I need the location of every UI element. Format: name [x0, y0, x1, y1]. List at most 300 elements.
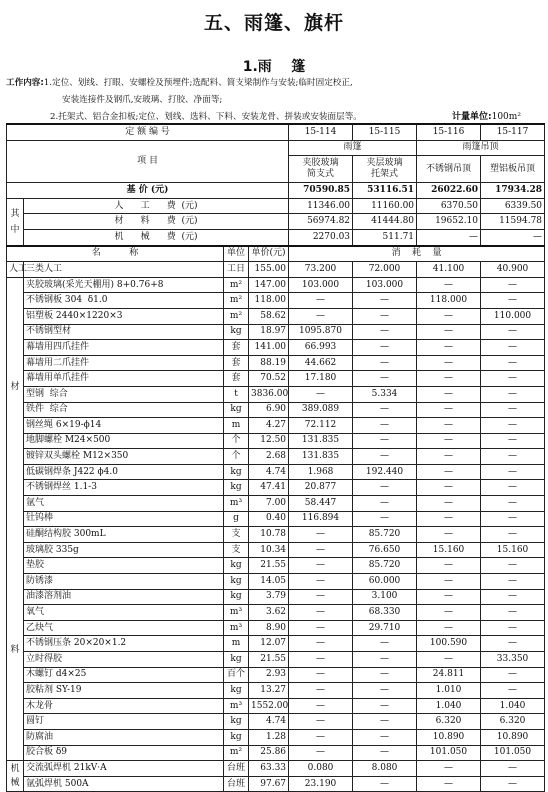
cost-value: 11346.00 — [289, 198, 353, 214]
material-value: 103.000 — [289, 277, 353, 293]
material-value: — — [289, 542, 353, 558]
material-row — [7, 745, 545, 761]
material-value: — — [481, 667, 545, 683]
material-value: — — [417, 480, 481, 496]
material-row — [7, 308, 545, 324]
machine-row — [7, 761, 545, 777]
material-price: 12.07 — [249, 636, 289, 652]
cost-value: 11594.78 — [481, 214, 545, 230]
material-value: — — [353, 745, 417, 761]
material-value: — — [353, 418, 417, 434]
material-value: — — [417, 620, 481, 636]
column-header-row — [7, 246, 545, 262]
section-title: 1.雨 篷 — [242, 59, 306, 75]
material-name: 胶粘剂 SY-19 — [24, 683, 224, 699]
labor-price: 155.00 — [249, 262, 289, 278]
material-unit: kg — [224, 480, 249, 496]
material-name: 胶合板 δ9 — [24, 745, 224, 761]
base-price-value: 70590.85 — [289, 183, 353, 199]
material-value: — — [417, 340, 481, 356]
material-price: 13.27 — [249, 683, 289, 699]
material-value: — — [417, 308, 481, 324]
cost-value: 511.71 — [353, 229, 417, 245]
material-value: 44.662 — [289, 355, 353, 371]
col-consume-header: 消 耗 量 — [289, 246, 545, 262]
material-value: — — [481, 449, 545, 465]
material-value: — — [353, 729, 417, 745]
material-value: — — [417, 433, 481, 449]
material-name: 不锈钢焊丝 1.1-3 — [24, 480, 224, 496]
material-value: 1.968 — [289, 464, 353, 480]
material-name: 不锈钢压条 20×20×1.2 — [24, 636, 224, 652]
material-price: 1552.00 — [249, 698, 289, 714]
material-unit: kg — [224, 464, 249, 480]
material-name: 型钢 综合 — [24, 386, 224, 402]
cost-value: — — [481, 229, 545, 245]
material-price: 21.55 — [249, 558, 289, 574]
material-price: 4.27 — [249, 418, 289, 434]
item-label: 项 目 — [7, 140, 289, 183]
material-unit: m² — [224, 293, 249, 309]
work-content-line-2: 安装连接件及钢爪,安玻璃、打胶、净面等; — [62, 95, 223, 105]
material-row — [7, 496, 545, 512]
material-unit: 支 — [224, 527, 249, 543]
material-row — [7, 683, 545, 699]
material-value: — — [289, 745, 353, 761]
material-unit: m — [224, 636, 249, 652]
material-value: — — [353, 667, 417, 683]
material-value: 24.811 — [417, 667, 481, 683]
material-price: 2.93 — [249, 667, 289, 683]
machine-value: — — [481, 761, 545, 777]
material-value: 15.160 — [481, 542, 545, 558]
material-value: 85.720 — [353, 527, 417, 543]
material-name: 钍钨棒 — [24, 511, 224, 527]
material-name: 钢丝绳 6×19-ϕ14 — [24, 418, 224, 434]
material-value: — — [481, 589, 545, 605]
material-unit: kg — [224, 574, 249, 590]
material-value: 100.590 — [417, 636, 481, 652]
material-row — [7, 574, 545, 590]
material-value: — — [353, 340, 417, 356]
material-value: 66.993 — [289, 340, 353, 356]
material-unit: m² — [224, 277, 249, 293]
material-value: — — [481, 480, 545, 496]
material-value: — — [481, 574, 545, 590]
material-value: — — [481, 620, 545, 636]
material-unit: 百个 — [224, 667, 249, 683]
material-price: 3.79 — [249, 589, 289, 605]
base-price-label: 基 价 (元) — [7, 183, 289, 199]
material-unit: g — [224, 511, 249, 527]
work-content-line-3: 2.托架式、铝合金扣板;定位、划线、选料、下料、安装龙骨、拼装或安装面层等。 — [50, 112, 362, 122]
group-canopy-ceiling: 雨篷吊顶 — [417, 140, 545, 156]
material-price: 6.90 — [249, 402, 289, 418]
material-name: 幕墙用四爪挂件 — [24, 340, 224, 356]
material-row — [7, 277, 545, 293]
material-value: 6.320 — [481, 714, 545, 730]
material-price: 1.28 — [249, 729, 289, 745]
material-unit: 套 — [224, 371, 249, 387]
material-unit: kg — [224, 589, 249, 605]
material-value: — — [417, 652, 481, 668]
material-unit: m³ — [224, 605, 249, 621]
material-row — [7, 589, 545, 605]
material-value: 85.720 — [353, 558, 417, 574]
material-value: — — [417, 589, 481, 605]
material-price: 21.55 — [249, 652, 289, 668]
material-value: — — [481, 355, 545, 371]
quota-label: 定 额 编 号 — [7, 124, 289, 140]
cost-name: 人 工 费 (元) — [24, 198, 289, 214]
material-value: 29.710 — [353, 620, 417, 636]
material-value: — — [481, 293, 545, 309]
material-value: — — [353, 652, 417, 668]
material-value: — — [353, 324, 417, 340]
material-price: 2.68 — [249, 449, 289, 465]
material-value: 101.050 — [481, 745, 545, 761]
material-name: 不锈钢型材 — [24, 324, 224, 340]
material-price: 3.62 — [249, 605, 289, 621]
material-value: 20.877 — [289, 480, 353, 496]
material-value: — — [289, 386, 353, 402]
base-price-row — [7, 183, 545, 199]
material-value: 68.330 — [353, 605, 417, 621]
quota-code: 15-117 — [481, 124, 545, 140]
material-price: 3836.00 — [249, 386, 289, 402]
material-row — [7, 449, 545, 465]
material-row — [7, 542, 545, 558]
material-price: 0.40 — [249, 511, 289, 527]
material-value: — — [417, 496, 481, 512]
machine-value: — — [417, 761, 481, 777]
subhead: 夹胶玻璃 简支式 — [289, 156, 353, 183]
quota-code: 15-116 — [417, 124, 481, 140]
material-value: — — [481, 340, 545, 356]
machine-row — [7, 776, 545, 792]
material-price: 25.86 — [249, 745, 289, 761]
col-price-header: 单价(元) — [249, 246, 289, 262]
material-row — [7, 511, 545, 527]
material-value: 131.835 — [289, 433, 353, 449]
material-unit: kg — [224, 683, 249, 699]
machine-value: — — [481, 776, 545, 792]
labor-row — [7, 262, 545, 278]
cost-name: 材 料 费 (元) — [24, 214, 289, 230]
material-value: — — [417, 449, 481, 465]
material-row — [7, 558, 545, 574]
material-value: — — [353, 683, 417, 699]
base-price-value: 53116.51 — [353, 183, 417, 199]
material-unit: m³ — [224, 496, 249, 512]
material-row — [7, 340, 545, 356]
material-value: — — [289, 714, 353, 730]
labor-category: 人工 — [7, 262, 24, 278]
material-name: 不锈钢板 304 δ1.0 — [24, 293, 224, 309]
material-value: — — [353, 293, 417, 309]
cost-value: 56974.82 — [289, 214, 353, 230]
quota-code: 15-114 — [289, 124, 353, 140]
material-row — [7, 620, 545, 636]
material-unit: m² — [224, 308, 249, 324]
material-unit: m² — [224, 745, 249, 761]
material-value: — — [289, 589, 353, 605]
material-value: — — [417, 355, 481, 371]
material-value: — — [289, 636, 353, 652]
material-value: — — [481, 527, 545, 543]
material-value: 60.000 — [353, 574, 417, 590]
material-name: 铝塑板 2440×1220×3 — [24, 308, 224, 324]
material-row — [7, 324, 545, 340]
cost-value: 11160.00 — [353, 198, 417, 214]
material-unit: 支 — [224, 542, 249, 558]
material-name: 铁件 综合 — [24, 402, 224, 418]
material-value: — — [417, 402, 481, 418]
material-row — [7, 729, 545, 745]
material-price: 14.05 — [249, 574, 289, 590]
material-row — [7, 464, 545, 480]
material-value: 76.650 — [353, 542, 417, 558]
quota-code-row — [7, 124, 545, 140]
material-price: 10.34 — [249, 542, 289, 558]
material-value: 58.447 — [289, 496, 353, 512]
material-value: 131.835 — [289, 449, 353, 465]
material-value: — — [289, 667, 353, 683]
material-name: 木龙骨 — [24, 698, 224, 714]
material-value: — — [353, 355, 417, 371]
material-name: 乙炔气 — [24, 620, 224, 636]
material-unit: kg — [224, 402, 249, 418]
material-value: — — [481, 636, 545, 652]
cost-group-char: 其 — [10, 208, 20, 219]
cost-group-char: 中 — [10, 224, 20, 235]
material-value: 1.040 — [481, 698, 545, 714]
chapter-title: 五、雨篷、旗杆 — [203, 12, 344, 34]
cost-value: 6339.50 — [481, 198, 545, 214]
material-price: 88.19 — [249, 355, 289, 371]
material-value: 389.089 — [289, 402, 353, 418]
material-price: 47.41 — [249, 480, 289, 496]
labor-unit: 工日 — [224, 262, 249, 278]
material-name: 硅酮结构胶 300mL — [24, 527, 224, 543]
cost-row — [7, 198, 545, 214]
material-price: 4.74 — [249, 714, 289, 730]
work-content-line-1: 工作内容:1.定位、划线、打眼、安螺栓及预埋件;选配料、简支梁制作与安装;临时固定校正, — [6, 78, 353, 88]
material-value: — — [481, 371, 545, 387]
cost-value: 6370.50 — [417, 198, 481, 214]
material-price: 8.90 — [249, 620, 289, 636]
material-price: 4.74 — [249, 464, 289, 480]
material-price: 141.00 — [249, 340, 289, 356]
machine-name: 氩弧焊机 500A — [24, 776, 224, 792]
measure-unit: 计量单位:100m² — [452, 112, 521, 122]
material-value: 1.040 — [417, 698, 481, 714]
material-name: 氩气 — [24, 496, 224, 512]
machine-unit: 台班 — [224, 776, 249, 792]
material-value: 10.890 — [481, 729, 545, 745]
subhead: 塑铝板吊顶 — [481, 156, 545, 183]
machine-value: 8.080 — [353, 761, 417, 777]
material-name: 油漆溶剂油 — [24, 589, 224, 605]
material-value: 1.010 — [417, 683, 481, 699]
material-name: 幕墙用二爪挂件 — [24, 355, 224, 371]
material-value: — — [289, 620, 353, 636]
material-name: 氧气 — [24, 605, 224, 621]
quota-code: 15-115 — [353, 124, 417, 140]
material-row — [7, 433, 545, 449]
machine-value: 0.080 — [289, 761, 353, 777]
material-name: 垫胶 — [24, 558, 224, 574]
material-price: 12.50 — [249, 433, 289, 449]
material-unit: m³ — [224, 620, 249, 636]
base-price-value: 26022.60 — [417, 183, 481, 199]
material-value: — — [353, 308, 417, 324]
cost-row — [7, 229, 545, 245]
material-unit: kg — [224, 714, 249, 730]
labor-value: 40.900 — [481, 262, 545, 278]
material-row — [7, 355, 545, 371]
material-value: — — [481, 464, 545, 480]
material-unit: m — [224, 418, 249, 434]
material-value: — — [417, 511, 481, 527]
material-name: 防腐油 — [24, 729, 224, 745]
cost-value: 41444.80 — [353, 214, 417, 230]
machine-value: — — [353, 776, 417, 792]
material-value: — — [289, 652, 353, 668]
labor-name: 三类人工 — [24, 262, 224, 278]
material-row — [7, 480, 545, 496]
machine-price: 63.33 — [249, 761, 289, 777]
material-price: 118.00 — [249, 293, 289, 309]
material-value: — — [481, 496, 545, 512]
material-value: 116.894 — [289, 511, 353, 527]
base-price-value: 17934.28 — [481, 183, 545, 199]
material-category-char: 料 — [10, 644, 20, 655]
material-unit: 个 — [224, 449, 249, 465]
material-price: 10.78 — [249, 527, 289, 543]
material-price: 147.00 — [249, 277, 289, 293]
material-value: — — [289, 293, 353, 309]
material-value: — — [353, 636, 417, 652]
material-category — [7, 277, 24, 760]
material-row — [7, 293, 545, 309]
material-row — [7, 418, 545, 434]
material-unit: kg — [224, 558, 249, 574]
material-row — [7, 371, 545, 387]
material-row — [7, 402, 545, 418]
material-row — [7, 714, 545, 730]
machine-value: 23.190 — [289, 776, 353, 792]
material-row — [7, 527, 545, 543]
group-canopy: 雨篷 — [289, 140, 417, 156]
cost-value: 2270.03 — [289, 229, 353, 245]
material-value: — — [289, 527, 353, 543]
material-value: — — [289, 558, 353, 574]
work-content-label: 工作内容: — [6, 78, 44, 88]
material-price: 7.00 — [249, 496, 289, 512]
material-row — [7, 386, 545, 402]
machine-price: 97.67 — [249, 776, 289, 792]
material-name: 夹胶玻璃(采光天棚用) 8+0.76+8 — [24, 277, 224, 293]
material-value: — — [417, 574, 481, 590]
machine-category — [7, 761, 24, 792]
material-value: — — [481, 683, 545, 699]
material-value: — — [353, 714, 417, 730]
col-name-header: 名 称 — [7, 246, 224, 262]
material-name: 防锈漆 — [24, 574, 224, 590]
labor-value: 72.000 — [353, 262, 417, 278]
material-unit: kg — [224, 324, 249, 340]
material-value: 103.000 — [353, 277, 417, 293]
material-value: — — [481, 605, 545, 621]
material-value: — — [289, 698, 353, 714]
material-value: — — [417, 277, 481, 293]
material-value: — — [289, 605, 353, 621]
material-value: 72.112 — [289, 418, 353, 434]
material-value: — — [481, 511, 545, 527]
material-value: 6.320 — [417, 714, 481, 730]
cost-value: 19652.10 — [417, 214, 481, 230]
subhead: 不锈钢吊顶 — [417, 156, 481, 183]
material-value: — — [353, 511, 417, 527]
machine-value: — — [417, 776, 481, 792]
material-value: — — [353, 449, 417, 465]
machine-unit: 台班 — [224, 761, 249, 777]
material-name: 镀锌双头螺栓 M12×350 — [24, 449, 224, 465]
material-row — [7, 667, 545, 683]
material-value: 15.160 — [417, 542, 481, 558]
material-unit: kg — [224, 729, 249, 745]
material-value: 17.180 — [289, 371, 353, 387]
material-price: 70.52 — [249, 371, 289, 387]
cost-name: 机 械 费 (元) — [24, 229, 289, 245]
material-value: — — [417, 386, 481, 402]
material-price: 18.97 — [249, 324, 289, 340]
machine-category-char: 械 — [10, 778, 20, 789]
material-value: 101.050 — [417, 745, 481, 761]
material-value: 5.334 — [353, 386, 417, 402]
cost-value: — — [417, 229, 481, 245]
material-value: — — [481, 418, 545, 434]
cost-row — [7, 214, 545, 230]
group-row — [7, 140, 545, 156]
material-name: 木螺钉 d4×25 — [24, 667, 224, 683]
material-value: — — [289, 574, 353, 590]
material-name: 地脚螺栓 M24×500 — [24, 433, 224, 449]
material-value: 110.000 — [481, 308, 545, 324]
material-row — [7, 636, 545, 652]
material-value: — — [289, 729, 353, 745]
material-name: 玻璃胶 335g — [24, 542, 224, 558]
material-value: — — [481, 386, 545, 402]
material-value: — — [417, 371, 481, 387]
material-unit: 套 — [224, 340, 249, 356]
material-name: 立时得胶 — [24, 652, 224, 668]
material-name: 低碳钢焊条 J422 ϕ4.0 — [24, 464, 224, 480]
material-value: — — [481, 402, 545, 418]
material-value: 192.440 — [353, 464, 417, 480]
material-value: 10.890 — [417, 729, 481, 745]
subhead: 夹层玻璃 托架式 — [353, 156, 417, 183]
material-value: — — [353, 698, 417, 714]
material-unit: m³ — [224, 698, 249, 714]
material-value: — — [481, 324, 545, 340]
material-name: 圆钉 — [24, 714, 224, 730]
material-value: — — [481, 433, 545, 449]
material-value: — — [289, 308, 353, 324]
material-name: 幕墙用单爪挂件 — [24, 371, 224, 387]
material-unit: 套 — [224, 355, 249, 371]
